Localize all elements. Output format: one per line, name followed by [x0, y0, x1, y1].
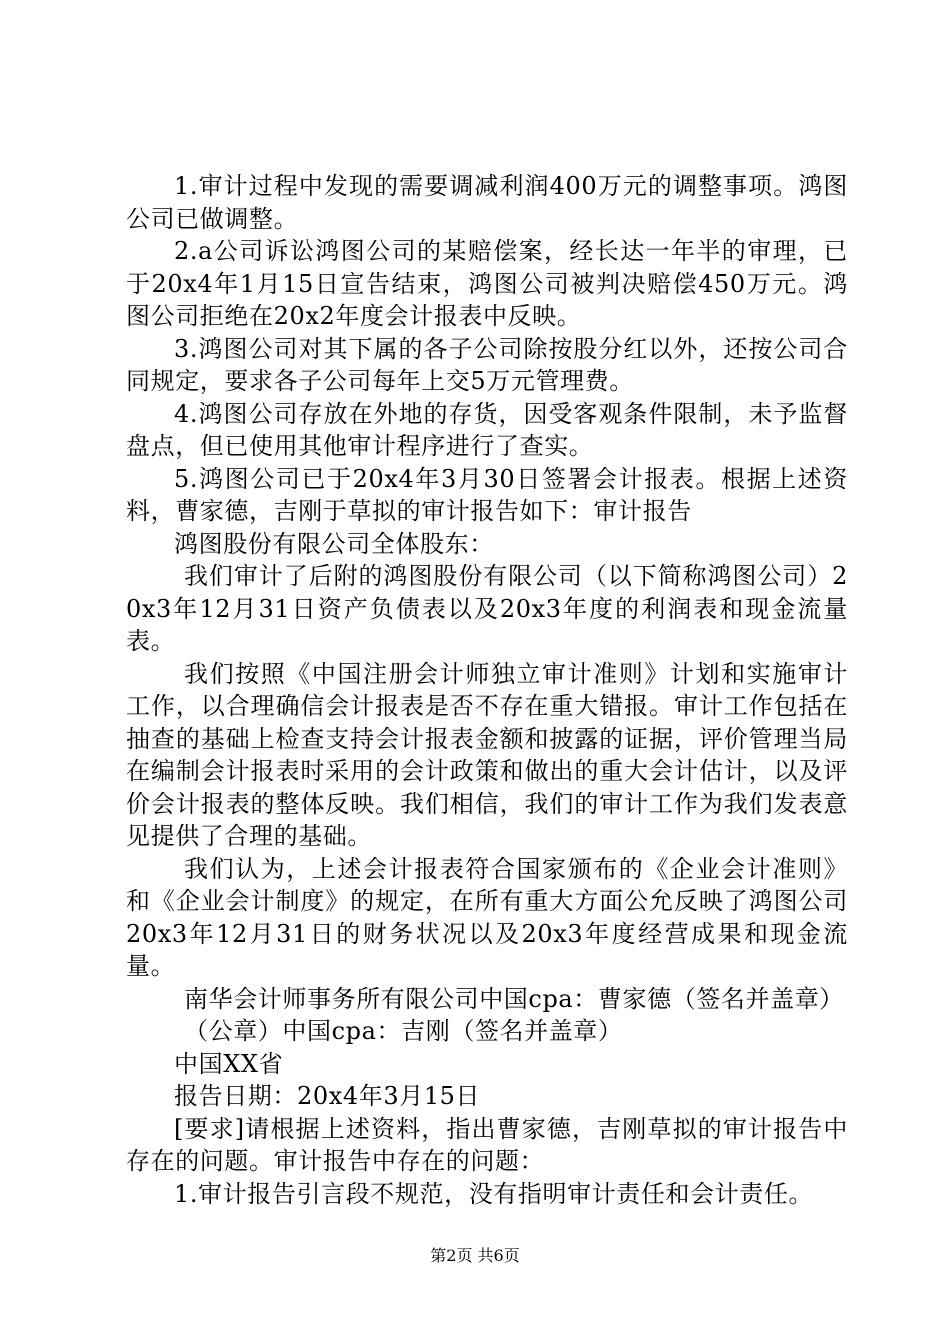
document-body: [126, 170, 848, 1210]
page-footer: [0, 1246, 950, 1266]
paragraph-lawsuit-item-2: 2.a公司诉讼鸿图公司的某赔偿案，经长达一年半的审理，已于20x4年1月15日宣告结束，鸿图公司被判决赔偿450万元。鸿图公司拒绝在20x2年度会计报表中反映。: [126, 237, 848, 330]
paragraph-report-date: 报告日期：20x4年3月15日: [174, 1082, 481, 1110]
paragraph-answer-item-1: 1.审计报告引言段不规范，没有指明审计责任和会计责任。: [174, 1179, 814, 1208]
paragraph-inventory-item-4: 4.鸿图公司存放在外地的存货，因受客观条件限制，未予监督盘点，但已使用其他审计程序进行了查实。: [126, 399, 848, 460]
page-number-label: 第2页 共6页: [430, 1246, 520, 1265]
paragraph-adjustment-item-1: 1.审计过程中发现的需要调减利润400万元的调整事项。鸿图公司已做调整。: [126, 172, 848, 233]
paragraph-signature-seal: （公章）中国cpa：吉刚（签名并盖章）: [184, 1017, 623, 1045]
paragraph-introduction: 我们审计了后附的鸿图股份有限公司（以下简称鸿图公司）20x3年12月31日资产负债表以及20x3年度的利润表和现金流量表。: [126, 562, 848, 655]
paragraph-requirement: [要求]请根据上述资料，指出曹家德，吉刚草拟的审计报告中存在的问题。审计报告中存在的问题：: [126, 1114, 848, 1175]
paragraph-signing-item-5: 5.鸿图公司已于20x4年3月30日签署会计报表。根据上述资料，曹家德，吉刚于草拟的审计报告如下：审计报告: [126, 464, 848, 525]
paragraph-addressee: 鸿图股份有限公司全体股东：: [174, 529, 494, 558]
paragraph-opinion: 我们认为，上述会计报表符合国家颁布的《企业会计准则》和《企业会计制度》的规定，在所有重大方面公允反映了鸿图公司20x3年12月31日的财务状况以及20x3年度经营成果和现金流量。: [126, 854, 848, 980]
paragraph-scope: 我们按照《中国注册会计师独立审计准则》计划和实施审计工作，以合理确信会计报表是否不存在重大错报。审计工作包括在抽查的基础上检查支持会计报表金额和披露的证据，评价管理当局在编制会计报表时采用的会计政策和做出的重大会计估计，以及评价会计报表的整体反映。我们相信，我们的审计工作为我们发表意见提供了合理的基础。: [126, 659, 848, 850]
paragraph-management-fee-item-3: 3.鸿图公司对其下属的各子公司除按股分红以外，还按公司合同规定，要求各子公司每年上交5万元管理费。: [126, 334, 848, 395]
paragraph-signature-firm: 南华会计师事务所有限公司中国cpa：曹家德（签名并盖章）: [184, 984, 844, 1013]
paragraph-location: 中国XX省: [174, 1049, 284, 1078]
